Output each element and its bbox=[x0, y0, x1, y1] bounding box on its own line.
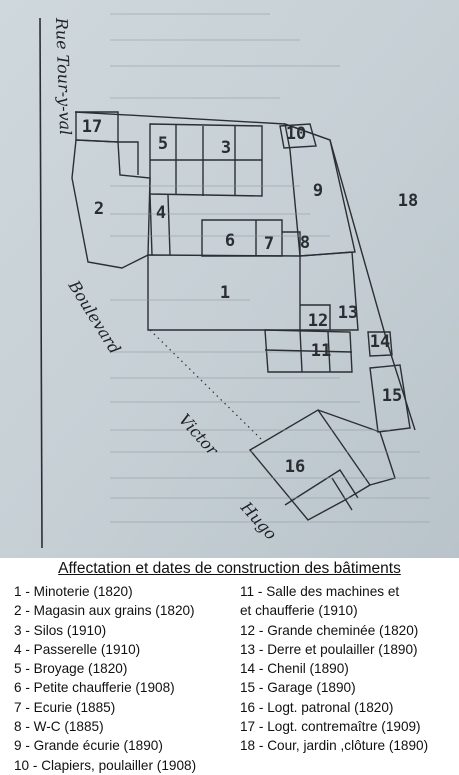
building-number: 1 bbox=[219, 283, 231, 303]
building-number: 12 bbox=[307, 311, 329, 331]
street-label-rue: Rue Tour-y-val bbox=[52, 17, 76, 136]
building-number: 11 bbox=[310, 341, 332, 361]
building-number: 4 bbox=[155, 203, 167, 223]
building-number: 18 bbox=[397, 191, 419, 211]
building-number: 8 bbox=[299, 233, 311, 253]
legend-item: 6 - Petite chaufferie (1908) bbox=[14, 680, 175, 696]
legend-left-column bbox=[14, 582, 196, 775]
building-number: 10 bbox=[285, 124, 307, 144]
legend-title: Affectation et dates de construction des bâtiments bbox=[58, 560, 401, 577]
legend-right-column bbox=[240, 582, 428, 756]
building-number: 16 bbox=[284, 457, 306, 477]
building-number: 17 bbox=[81, 117, 103, 137]
legend-item: 10 - Clapiers, poulailler (1908) bbox=[14, 757, 197, 773]
legend-item: 17 - Logt. contremaître (1909) bbox=[240, 719, 421, 735]
building-number: 3 bbox=[220, 138, 232, 158]
legend-item: 5 - Broyage (1820) bbox=[14, 661, 128, 677]
legend-item: 16 - Logt. patronal (1820) bbox=[240, 699, 394, 715]
street-label-hugo: Hugo bbox=[237, 497, 281, 544]
building-number: 9 bbox=[312, 181, 324, 201]
building-number: 2 bbox=[93, 199, 105, 219]
legend-item: 7 - Ecurie (1885) bbox=[14, 699, 116, 715]
legend-item: 9 - Grande écurie (1890) bbox=[14, 738, 163, 754]
legend-item: et chaufferie (1910) bbox=[240, 603, 358, 619]
building-number: 7 bbox=[263, 234, 275, 254]
street-label-boulevard: Boulevard bbox=[64, 277, 125, 358]
legend bbox=[0, 558, 459, 773]
building-number: 6 bbox=[224, 231, 236, 251]
building-number: 13 bbox=[337, 303, 359, 323]
legend-item: 18 - Cour, jardin ,clôture (1890) bbox=[240, 738, 429, 754]
legend-item: 14 - Chenil (1890) bbox=[240, 661, 349, 677]
building-number: 14 bbox=[369, 332, 391, 352]
legend-item: 4 - Passerelle (1910) bbox=[14, 641, 141, 657]
legend-item: 3 - Silos (1910) bbox=[14, 622, 107, 638]
legend-item: 11 - Salle des machines et bbox=[240, 584, 400, 599]
building-number: 5 bbox=[157, 134, 169, 154]
legend-item: 12 - Grande cheminée (1820) bbox=[240, 622, 419, 638]
legend-item: 8 - W-C (1885) bbox=[14, 719, 104, 735]
legend-item: 13 - Derre et poulailler (1890) bbox=[240, 641, 418, 657]
legend-item: 2 - Magasin aux grains (1820) bbox=[14, 603, 195, 619]
legend-item: 15 - Garage (1890) bbox=[240, 680, 356, 696]
street-label-victor: Victor bbox=[175, 409, 222, 460]
building-number: 15 bbox=[381, 386, 403, 406]
legend-item: 1 - Minoterie (1820) bbox=[14, 584, 133, 599]
